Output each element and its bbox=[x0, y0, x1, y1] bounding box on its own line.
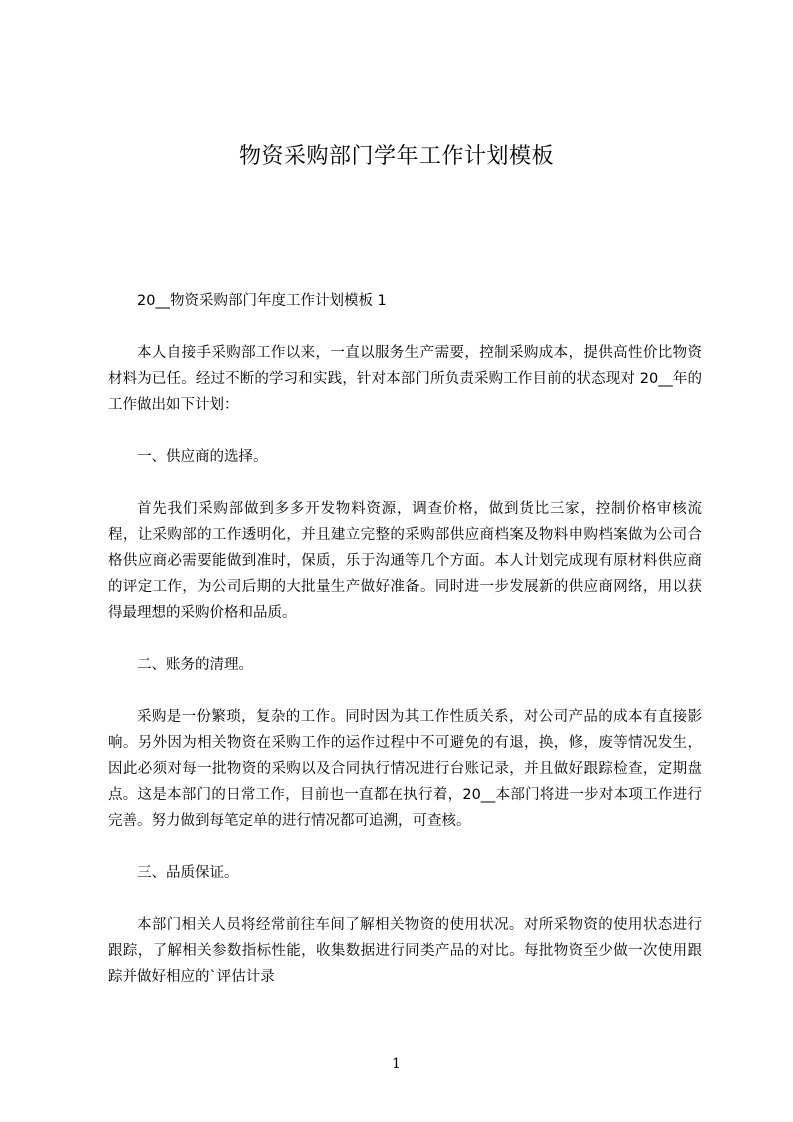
section-body-supplier: 首先我们采购部做到多多开发物料资源，调查价格，做到货比三家，控制价格审核流程，让采购部的工作透明化，并且建立完整的采购部供应商档案及物料申购档案做为公司合格供应商必需要能做到准时，保质，乐于沟通等几个方面。本人计划完成现有原材料供应商的评定工作，为公司后期的大批量生产做好准备。同时进一步发展新的供应商网络，用以获得最理想的采购价格和品质。 bbox=[108, 501, 702, 621]
intro-paragraph: 本人自接手采购部工作以来，一直以服务生产需要，控制采购成本，提供高性价比物资材料为已任。经过不断的学习和实践，针对本部门所负责采购工作目前的状态现对 20__年的工作做出如下计划： bbox=[108, 345, 702, 413]
page-number: 1 bbox=[392, 1056, 401, 1072]
section-heading-accounts: 二、账务的清理。 bbox=[137, 657, 253, 673]
subtitle-line: 20__物资采购部门年度工作计划模板 1 bbox=[137, 293, 387, 309]
section-heading-supplier: 一、供应商的选择。 bbox=[137, 449, 268, 465]
section-body-quality: 本部门相关人员将经常前往车间了解相关物资的使用状况。对所采物资的使用状态进行跟踪，了解相关参数指标性能，收集数据进行同类产品的对比。每批物资至少做一次使用跟踪并做好相应的`评估计录 bbox=[108, 917, 702, 985]
document-body bbox=[108, 288, 702, 990]
section-heading-quality: 三、品质保证。 bbox=[137, 865, 239, 881]
section-body-accounts: 采购是一份繁琐，复杂的工作。同时因为其工作性质关系，对公司产品的成本有直接影响。另外因为相关物资在采购工作的运作过程中不可避免的有退，换，修，废等情况发生，因此必须对每一批物资的采购以及合同执行情况进行台账记录，并且做好跟踪检查，定期盘点。这是本部门的日常工作，目前也一直都在执行着，20__本部门将进一步对本项工作进行完善。努力做到每笔定单的进行情况都可追溯，可查核。 bbox=[108, 709, 702, 829]
document-title: 物资采购部门学年工作计划模板 bbox=[238, 144, 554, 169]
